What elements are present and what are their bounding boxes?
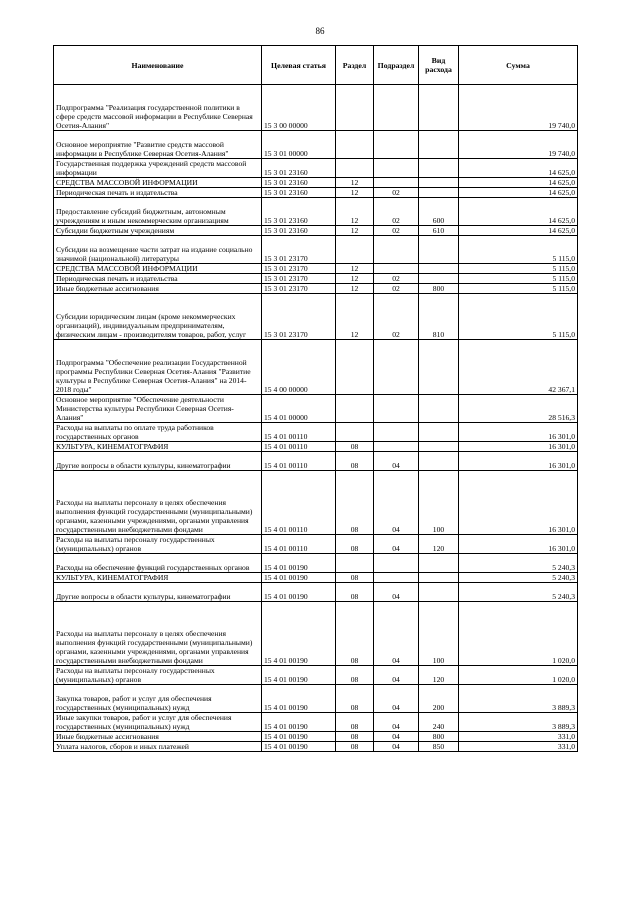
table-row [54, 742, 578, 752]
row-section: 12 [336, 264, 374, 274]
row-name: Периодическая печать и издательства [54, 274, 262, 284]
row-section [336, 395, 374, 423]
table-row [54, 284, 578, 294]
table-row [54, 452, 578, 471]
row-type: 120 [419, 535, 459, 554]
row-name: Расходы на выплаты персоналу государственных (муниципальных) органов [54, 666, 262, 685]
table-row [54, 442, 578, 452]
row-sum: 28 516,3 [459, 395, 578, 423]
header-type: Вид расхода [419, 46, 459, 85]
row-sum: 1 020,0 [459, 602, 578, 666]
row-section: 12 [336, 226, 374, 236]
row-target: 15 4 01 00190 [262, 602, 336, 666]
row-target: 15 3 00 00000 [262, 85, 336, 131]
table-header-row [54, 46, 578, 85]
row-target: 15 3 01 23170 [262, 236, 336, 264]
row-sum: 14 625,0 [459, 159, 578, 178]
row-subsection [374, 85, 419, 131]
row-subsection: 04 [374, 452, 419, 471]
row-sum: 5 240,3 [459, 583, 578, 602]
row-type: 800 [419, 732, 459, 742]
row-subsection [374, 236, 419, 264]
table-row [54, 226, 578, 236]
table-row [54, 188, 578, 198]
row-sum: 3 889,3 [459, 713, 578, 732]
row-target: 15 4 01 00190 [262, 666, 336, 685]
row-subsection [374, 131, 419, 159]
table-row [54, 583, 578, 602]
row-subsection: 04 [374, 742, 419, 752]
table-row [54, 423, 578, 442]
table-row [54, 602, 578, 666]
header-section: Раздел [336, 46, 374, 85]
row-sum: 1 020,0 [459, 666, 578, 685]
row-section: 08 [336, 713, 374, 732]
row-type [419, 340, 459, 395]
row-target: 15 3 01 23160 [262, 226, 336, 236]
row-target: 15 3 01 23170 [262, 264, 336, 274]
row-name: Иные бюджетные ассигнования [54, 284, 262, 294]
row-type [419, 554, 459, 573]
row-type [419, 236, 459, 264]
table-row [54, 159, 578, 178]
row-section: 08 [336, 573, 374, 583]
table-row [54, 294, 578, 340]
row-type [419, 178, 459, 188]
row-target: 15 4 01 00110 [262, 423, 336, 442]
row-target: 15 4 01 00190 [262, 573, 336, 583]
row-name: КУЛЬТУРА, КИНЕМАТОГРАФИЯ [54, 573, 262, 583]
row-type: 800 [419, 284, 459, 294]
row-target: 15 3 01 00000 [262, 131, 336, 159]
row-type: 810 [419, 294, 459, 340]
row-sum: 42 367,1 [459, 340, 578, 395]
row-subsection [374, 264, 419, 274]
row-subsection: 04 [374, 732, 419, 742]
page-number: 86 [315, 26, 325, 36]
row-name: СРЕДСТВА МАССОВОЙ ИНФОРМАЦИИ [54, 178, 262, 188]
row-type [419, 573, 459, 583]
row-subsection [374, 340, 419, 395]
row-subsection: 02 [374, 198, 419, 226]
row-subsection: 04 [374, 602, 419, 666]
row-target: 15 4 01 00190 [262, 713, 336, 732]
row-section [336, 131, 374, 159]
row-name: Другие вопросы в области культуры, кинематографии [54, 583, 262, 602]
row-subsection [374, 178, 419, 188]
row-name: Субсидии на возмещение части затрат на издание социально значимой (национальной) литературы [54, 236, 262, 264]
row-type [419, 274, 459, 284]
row-sum: 16 301,0 [459, 442, 578, 452]
row-type [419, 583, 459, 602]
row-type: 120 [419, 666, 459, 685]
row-target: 15 3 01 23170 [262, 274, 336, 284]
row-name: Иные закупки товаров, работ и услуг для обеспечения государственных (муниципальных) нужд [54, 713, 262, 732]
row-subsection: 04 [374, 713, 419, 732]
row-target: 15 3 01 23170 [262, 284, 336, 294]
row-section: 08 [336, 685, 374, 713]
row-section [336, 236, 374, 264]
row-sum: 5 115,0 [459, 236, 578, 264]
row-type [419, 159, 459, 178]
row-section [336, 159, 374, 178]
row-sum: 331,0 [459, 742, 578, 752]
row-type [419, 188, 459, 198]
row-section: 08 [336, 742, 374, 752]
table-row [54, 666, 578, 685]
row-name: Расходы на выплаты персоналу государственных (муниципальных) органов [54, 535, 262, 554]
row-target: 15 4 01 00190 [262, 732, 336, 742]
row-sum: 5 240,3 [459, 573, 578, 583]
table-row [54, 535, 578, 554]
row-name: Закупка товаров, работ и услуг для обеспечения государственных (муниципальных) нужд [54, 685, 262, 713]
table-row [54, 685, 578, 713]
row-section: 12 [336, 188, 374, 198]
row-section: 08 [336, 666, 374, 685]
row-name: Субсидии бюджетным учреждениям [54, 226, 262, 236]
header-target: Целевая статья [262, 46, 336, 85]
table-row [54, 340, 578, 395]
row-name: Основное мероприятие "Развитие средств массовой информации в Республике Северная Осетия-Алания" [54, 131, 262, 159]
budget-table [53, 45, 578, 752]
row-target: 15 4 01 00190 [262, 583, 336, 602]
row-sum: 5 115,0 [459, 284, 578, 294]
table-row [54, 732, 578, 742]
row-name: Подпрограмма "Обеспечение реализации Государственной программы Республики Северная Осетия-Алания "Развитие культуры в Республике Северная Осетия-Алания" на 2014-2018 годы" [54, 340, 262, 395]
row-subsection: 02 [374, 274, 419, 284]
row-sum: 5 115,0 [459, 294, 578, 340]
row-subsection: 02 [374, 284, 419, 294]
row-sum: 19 740,0 [459, 85, 578, 131]
table-row [54, 471, 578, 535]
row-subsection: 04 [374, 535, 419, 554]
row-subsection: 04 [374, 685, 419, 713]
row-type [419, 131, 459, 159]
row-sum: 14 625,0 [459, 188, 578, 198]
row-section: 08 [336, 535, 374, 554]
row-sum: 331,0 [459, 732, 578, 742]
table-row [54, 236, 578, 264]
row-subsection: 04 [374, 583, 419, 602]
row-name: Предоставление субсидий бюджетным, автономным учреждениям и иным некоммерческим организациям [54, 198, 262, 226]
row-name: Основное мероприятие "Обеспечение деятельности Министерства культуры Республики Северная Осетия-Алания" [54, 395, 262, 423]
header-sum: Сумма [459, 46, 578, 85]
row-subsection: 04 [374, 471, 419, 535]
row-subsection [374, 423, 419, 442]
table-row [54, 85, 578, 131]
table-row [54, 198, 578, 226]
row-type [419, 452, 459, 471]
row-section: 08 [336, 732, 374, 742]
row-name: Иные бюджетные ассигнования [54, 732, 262, 742]
row-name: Расходы на выплаты по оплате труда работников государственных органов [54, 423, 262, 442]
row-name: Расходы на выплаты персоналу в целях обеспечения выполнения функций государственными (муниципальными) органами, казенными учреждениями, органами управления государственными внебюджетными фондами [54, 602, 262, 666]
row-target: 15 4 01 00110 [262, 442, 336, 452]
row-name: Подпрограмма "Реализация государственной политики в сфере средств массовой информации в Республике Северная Осетия-Алания" [54, 85, 262, 131]
table-row [54, 131, 578, 159]
row-subsection [374, 442, 419, 452]
row-section: 12 [336, 198, 374, 226]
row-type: 600 [419, 198, 459, 226]
row-section: 08 [336, 602, 374, 666]
row-name: КУЛЬТУРА, КИНЕМАТОГРАФИЯ [54, 442, 262, 452]
table-row [54, 274, 578, 284]
row-target: 15 4 01 00110 [262, 452, 336, 471]
row-sum: 14 625,0 [459, 178, 578, 188]
row-section: 08 [336, 452, 374, 471]
row-type: 100 [419, 602, 459, 666]
row-section: 12 [336, 294, 374, 340]
row-target: 15 4 01 00000 [262, 395, 336, 423]
row-sum: 14 625,0 [459, 226, 578, 236]
table-row [54, 264, 578, 274]
row-sum: 5 240,3 [459, 554, 578, 573]
row-type: 240 [419, 713, 459, 732]
row-name: Субсидии юридическим лицам (кроме некоммерческих организаций), индивидуальным предпринимателям, физическим лицам - производителям товаров, работ, услуг [54, 294, 262, 340]
row-name: Другие вопросы в области культуры, кинематографии [54, 452, 262, 471]
table-row [54, 573, 578, 583]
table-row [54, 178, 578, 188]
row-subsection: 04 [374, 666, 419, 685]
row-sum: 16 301,0 [459, 452, 578, 471]
row-sum: 16 301,0 [459, 535, 578, 554]
row-subsection: 02 [374, 294, 419, 340]
row-section [336, 340, 374, 395]
row-target: 15 4 01 00190 [262, 685, 336, 713]
row-type: 100 [419, 471, 459, 535]
row-section [336, 423, 374, 442]
table-row [54, 713, 578, 732]
row-type [419, 423, 459, 442]
row-type: 200 [419, 685, 459, 713]
row-name: Государственная поддержка учреждений средств массовой информации [54, 159, 262, 178]
row-subsection: 02 [374, 226, 419, 236]
table-row [54, 395, 578, 423]
row-sum: 16 301,0 [459, 423, 578, 442]
row-target: 15 4 01 00190 [262, 554, 336, 573]
row-name: Расходы на обеспечение функций государственных органов [54, 554, 262, 573]
row-subsection [374, 554, 419, 573]
row-subsection [374, 395, 419, 423]
row-sum: 19 740,0 [459, 131, 578, 159]
row-name: Уплата налогов, сборов и иных платежей [54, 742, 262, 752]
row-subsection [374, 573, 419, 583]
row-type: 610 [419, 226, 459, 236]
row-sum: 16 301,0 [459, 471, 578, 535]
row-subsection: 02 [374, 188, 419, 198]
row-type [419, 442, 459, 452]
row-section: 12 [336, 284, 374, 294]
row-name: Расходы на выплаты персоналу в целях обеспечения выполнения функций государственными (муниципальными) органами, казенными учреждениями, органами управления государственными внебюджетными фондами [54, 471, 262, 535]
row-sum: 3 889,3 [459, 685, 578, 713]
row-type [419, 264, 459, 274]
row-section [336, 554, 374, 573]
row-subsection [374, 159, 419, 178]
row-section: 08 [336, 583, 374, 602]
row-section: 08 [336, 442, 374, 452]
row-sum: 5 115,0 [459, 264, 578, 274]
row-target: 15 4 01 00110 [262, 535, 336, 554]
row-section: 12 [336, 274, 374, 284]
row-type: 850 [419, 742, 459, 752]
row-target: 15 3 01 23170 [262, 294, 336, 340]
row-target: 15 3 01 23160 [262, 178, 336, 188]
row-name: Периодическая печать и издательства [54, 188, 262, 198]
row-target: 15 3 01 23160 [262, 188, 336, 198]
row-target: 15 3 01 23160 [262, 159, 336, 178]
row-type [419, 85, 459, 131]
header-subsection: Подраздел [374, 46, 419, 85]
table-row [54, 554, 578, 573]
row-type [419, 395, 459, 423]
row-section [336, 85, 374, 131]
row-target: 15 3 01 23160 [262, 198, 336, 226]
row-target: 15 4 01 00110 [262, 471, 336, 535]
header-name: Наименование [54, 46, 262, 85]
row-section: 08 [336, 471, 374, 535]
row-section: 12 [336, 178, 374, 188]
row-sum: 14 625,0 [459, 198, 578, 226]
row-target: 15 4 01 00190 [262, 742, 336, 752]
row-sum: 5 115,0 [459, 274, 578, 284]
row-name: СРЕДСТВА МАССОВОЙ ИНФОРМАЦИИ [54, 264, 262, 274]
row-target: 15 4 00 00000 [262, 340, 336, 395]
